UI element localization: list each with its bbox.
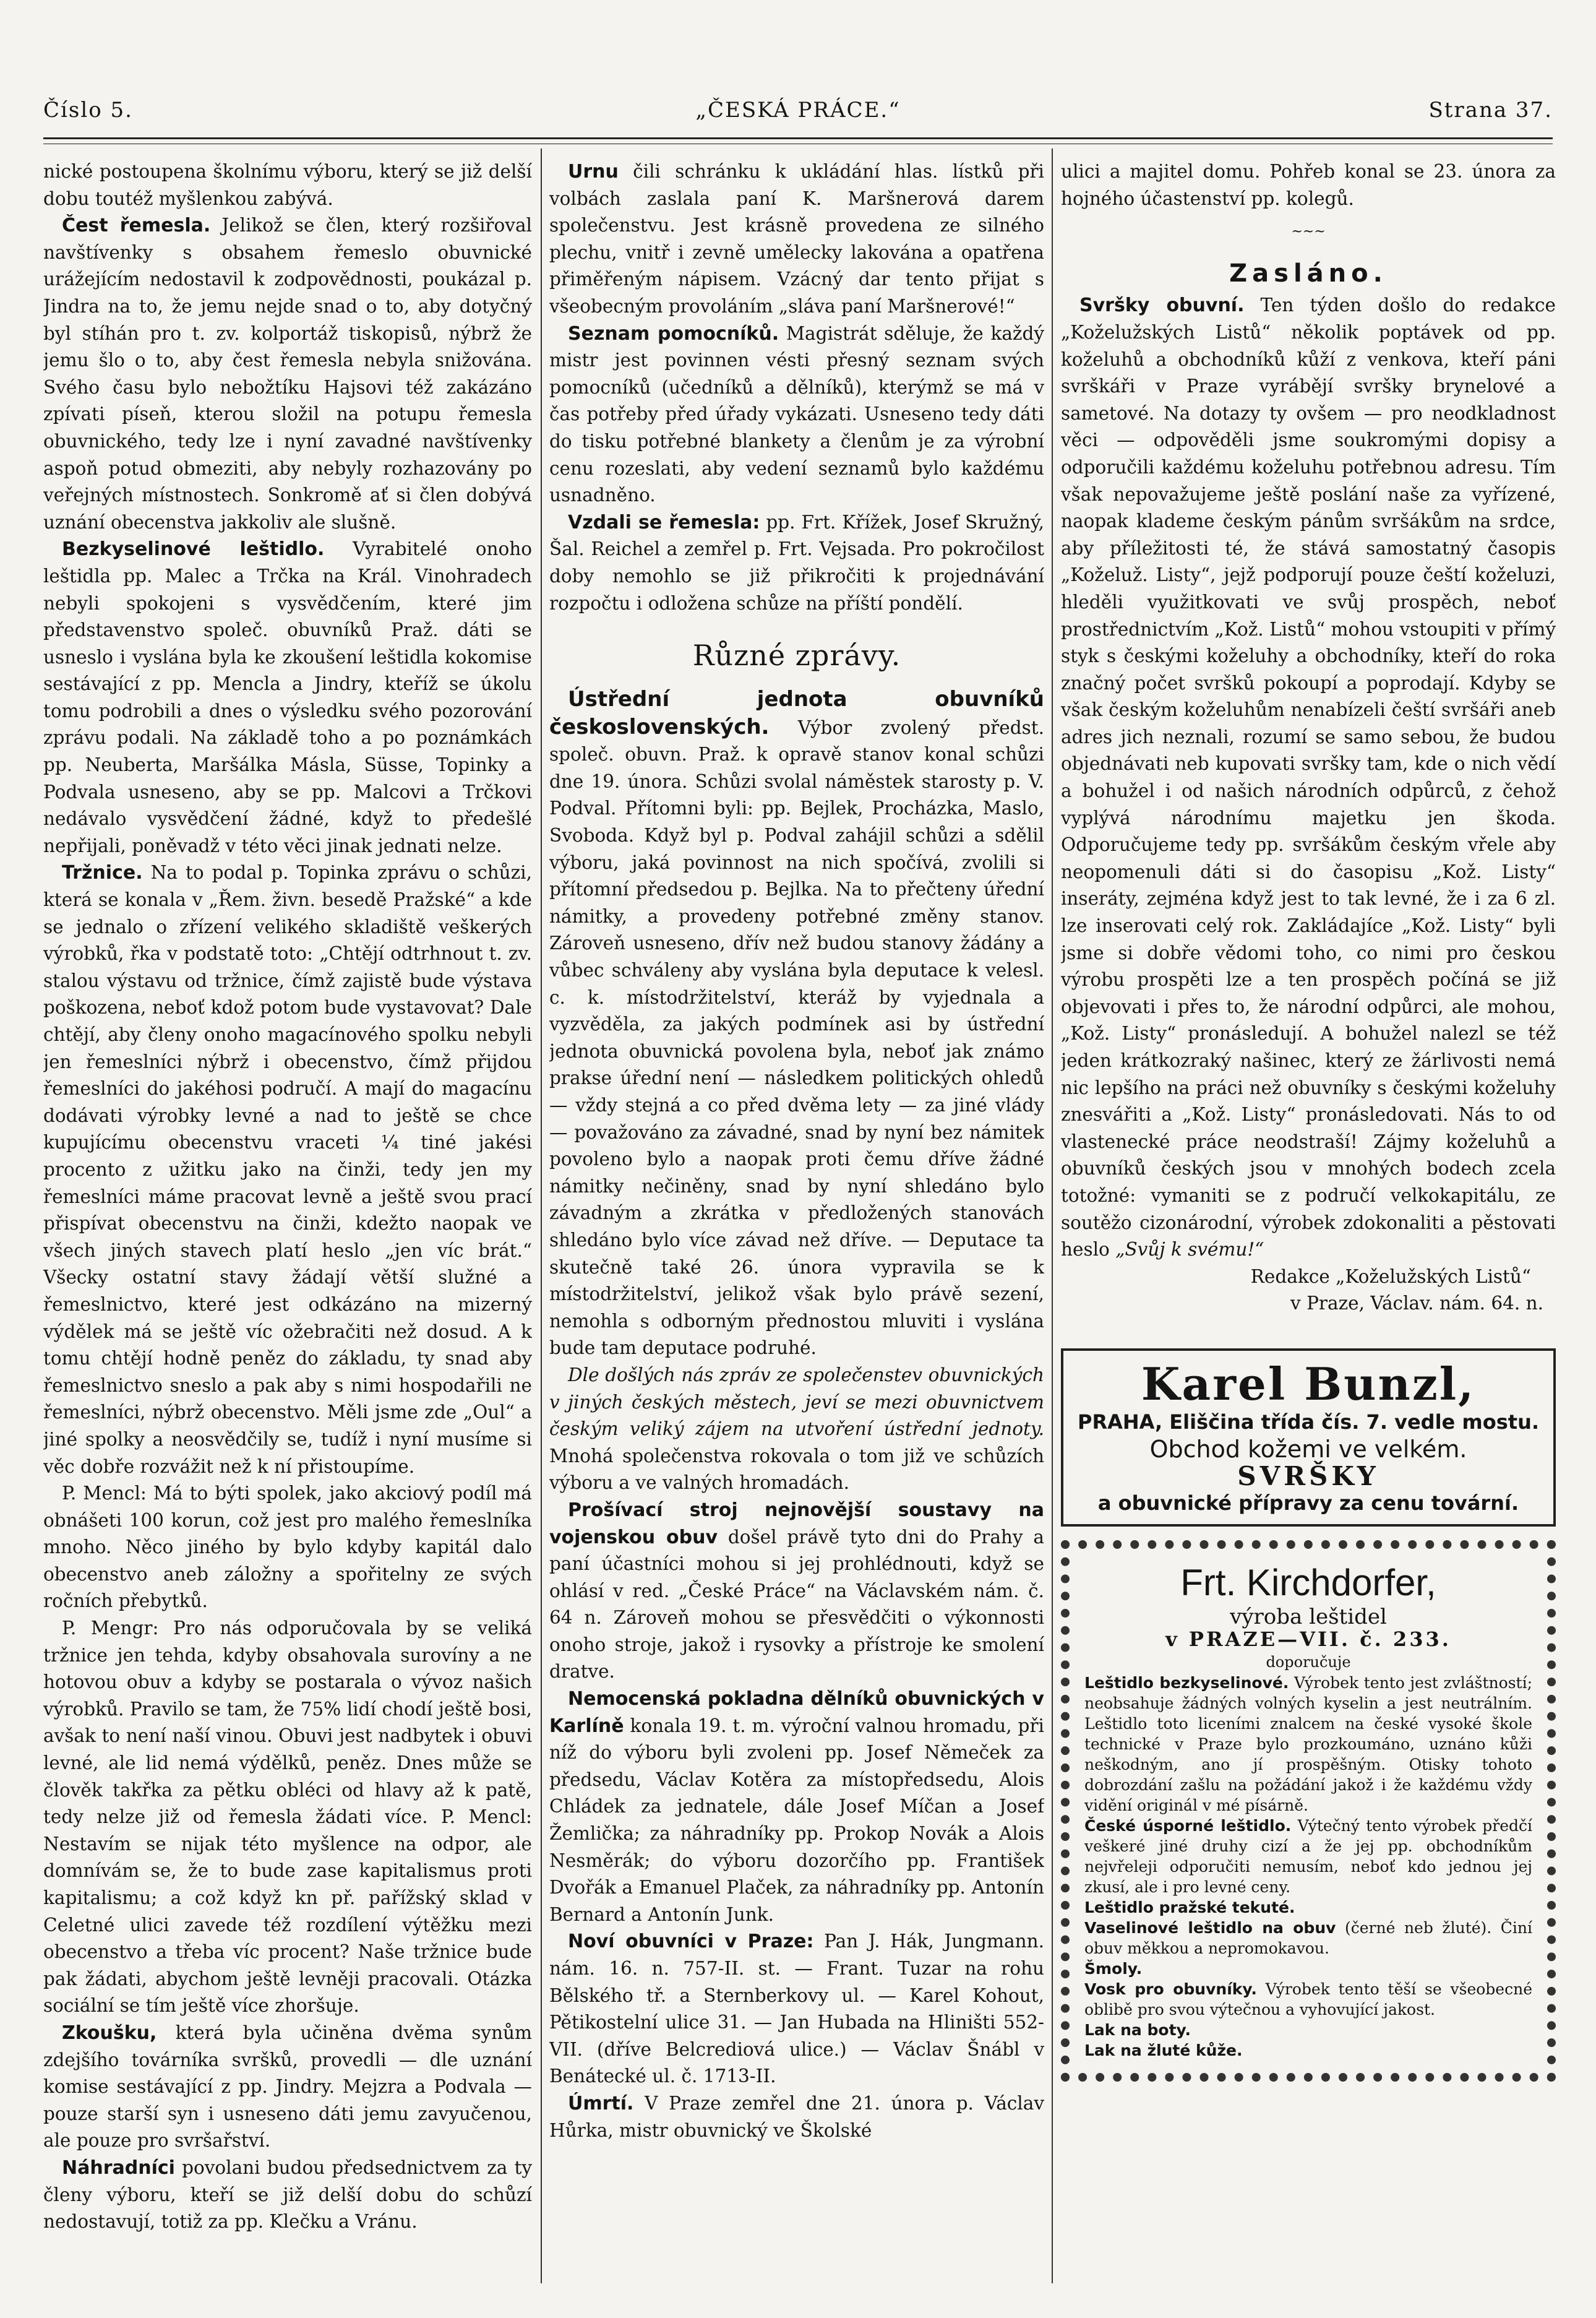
article-heading: Náhradníci — [62, 2156, 175, 2179]
advertiser-address: v PRAZE—VII. č. 233. — [1165, 1627, 1451, 1652]
article-heading: Ústřední jednota obuvníků československých. — [549, 687, 1044, 739]
ad-item — [1084, 1979, 1532, 2020]
paragraph: P. Mengr: Pro nás odporučovala by se veliká tržnice jen tehda, kdyby obsahovala surovíny a ne hotovou obuv a kdyby se postarala o vývoz našich výrobků. Pravilo se tam, že 75% lidí chodí ještě bosi, avšak to není naší vinou. Obuvi jest nadbytek i obuvi levné, ale lid nemá výdělků, peněz. Dnes může se člověk takřka za pětku obléci od hlavy až k patě, tedy nelze již od řemesla žádati více. P. Mencl: Nestavím se nijak této myšlence na odpor, ale domnívám se, že to bude zase kapitalismus proti kapitalismu; a což když kn př. pařížský sklad v Celetné ulici zavede též rozdílení výtěžku mezi obecenstvo a třeba víc procent? Naše tržnice bude pak žádati, abychom ještě levněji pracovali. Otázka sociální se tím ještě více zhoršuje. — [43, 1618, 532, 2017]
ad-item-text: (černé neb žluté). Činí obuv měkkou a nepromokavou. — [1084, 1919, 1533, 1958]
column-divider-1 — [541, 149, 542, 2283]
ad-item-text: Výtečný tento výrobek předčí veškeré jiné druhy cizí a že jej pp. obchodníkům nejvřeleji odporučiti nemusím, neboť kdo jednou jej zkusí, ale i pro levné ceny. — [1084, 1817, 1533, 1897]
ad-item-heading: Vaselinové leštidlo na obuv — [1084, 1919, 1336, 1937]
article-nahradnici — [43, 2155, 532, 2236]
article-heading: Svršky obuvní. — [1079, 295, 1245, 317]
advertiser-business: výroba leštidel — [1230, 1605, 1387, 1630]
ad-item — [1084, 2040, 1532, 2061]
article-text: Výbor zvolený předst. společ. obuvn. Praž. k opravě stanov konal schůzi dne 19. února. Schůzi svolal náměstek starosty p. V. Podval. Přítomni byli: pp. Bejlek, Procházka, Maslo, Svoboda. Když byl p. Podval zahájil schůzi a sdělil výboru, jaká povinnost na nich spočívá, zvolili si přítomní předsedou p. Bejlka. Na to přečteny úřední námitky, a provedeny potřebné změny stanov. Zároveň usneseno, dřív než budou stanovy žádány a vůbec schváleny aby vyslána byla deputace k velesl. c. k. místodržitelství, kteráž by vyjednala a vyzvěděla, za jakých podmínek asi by ústřední jednota obuvnická povolena byla, neboť jak známo prakse úřední není — následkem politických ohledů — vždy stejná a co před dvěma lety — za jiné vlády — považováno za závadné, snad by nyní bez námitek povoleno bylo a naopak proti čemu dříve žádné námitky nečiněny, snad by nyní shledáno bylo závadným a zkrátka v předložených stanovách shledáno bylo více závad než dříve. — Deputace ta skutečně také 26. února vypravila se k místodržitelství, jelikož však bylo právě sezení, nemohla s odborným přednostou mluviti i vyslána bude tam deputace podruhé. — [549, 717, 1044, 1359]
column-3 — [1061, 158, 1556, 2287]
article-text: čili schránku k ukládání hlas. lístků při volbách zaslala paní K. Maršnerová darem společenstvu. Jest krásně provedena ze silného plechu, vnitř i zevně umělecky lakována a opatřena přiměřeným nápisem. Vzácný dar tento přijat s všeobecným provoláním „sláva paní Maršnerové!“ — [549, 161, 1044, 317]
ad-item — [1084, 1673, 1532, 1816]
article-text: Na to podal p. Topinka zprávu o schůzi, která se konala v „Řem. živn. besedě Pražské“ a kde se jednalo o zřízení velikého skladiště veškerých výrobků, řka v podstatě toto: „Chtějí odtrhnout t. zv. stalou výstavu od tržnice, čímž zajistě bude výstava poškozena, neboť kdož potom bude vystavovat? Dale chtějí, aby členy onoho magacínového spolku nebyli jen řemeslníci nýbrž i obecenstvo, čímž přijdou řemeslníci do jakéhosi područí. A mají do magacínu dodávati výrobky levné a nad to ještě se chce kupujícímu obecenstvu vraceti ¼ tiné jakési procento z užitku jako na činži, tedy jen my řemeslníci máme pracovat levně a ještě svou prací přispívat obecenstvu na činži, kdežto naopak ve všech jiných stavech platí heslo „jen víc brát.“ Všecky ostatní stavy žádají větší služné a řemeslnictvo, které jest odkázáno na mizerný výdělek má se ještě víc ožebračiti než dosud. A k tomu chtějí hodně peněz do základu, ty snad aby řemeslnictvo sneslo a pak aby s nimi hospodařili ne řemeslníci, nýbrž obecenstvo. Měli jsme zde „Oul“ a jiné spolky a neosvědčily se, tudíž i nyní musíme si věc dobře rozvážit než k ní přistoupíme. — [43, 862, 532, 1477]
article-cest-remesla — [43, 212, 532, 536]
advertiser-product: SVRŠKY — [1237, 1461, 1379, 1492]
section-separator: ~~~ — [1291, 224, 1326, 240]
ad-item — [1084, 1958, 1532, 1979]
article-heading: Prošívací stroj nejnovější soustavy na vojenskou obuv — [549, 1499, 1044, 1548]
ad-item-heading: České úsporné leštidlo. — [1084, 1817, 1292, 1835]
article-text: Magistrát sděluje, že každý mistr jest povinnen vésti přesný seznam svých pomocníků (učedníků a dělníků), kterýmž se má v čas potřeby před úřady vykázati. Usneseno tedy dáti do tisku potřebné blankety a členům je za výrobní cenu rozeslati, aby vedení seznamů bylo každému usnadněno. — [549, 322, 1044, 506]
article-text: došel právě tyto dni do Prahy a paní účastníci mohou si jej prohlédnouti, když se ohlásí v red. „České Práce“ na Václavském nám. č. 64 n. Zároveň mohou se přesvědčiti o výkonnosti onoho stroje, jakož i rysovky a přístroje ke smolení dratve. — [549, 1526, 1044, 1682]
article-heading: Zkoušku, — [62, 2022, 157, 2044]
section-title-zaslano: Zasláno. — [1229, 259, 1388, 288]
article-heading: Urnu — [568, 161, 619, 183]
article-text: Jelikož se člen, který rozšiřoval navštívenky s obsahem řemeslo obuvnické urážejícím nedostavil k zodpovědnosti, poukázal p. Jindra na to, že jemu nejde snad o to, aby dotyčný byl stíhán pro t. zv. kolportáž tiskopisů, nýbrž že jemu šlo o to, aby čest řemesla nebyla snižována. Svého času bylo nebožtíku Hajsovi též zakázáno zpívati píseň, kterou složil na potupu řemesla obuvnického, tedy lze i nyní zavadné navštívenky aspoň potud obmeziti, aby nebyly rozhazovány po veřejných místnostech. Sonkromě ať si člen dobývá uznání obecenstva jakkoliv ale slušně. — [43, 215, 532, 533]
article-heading: Bezkyselinové leštidlo. — [62, 538, 325, 561]
article-vzdali — [549, 509, 1044, 617]
article-heading: Nemocenská pokladna dělníků obuvnických v Karlíně — [549, 1688, 1044, 1737]
ad-item — [1084, 1816, 1532, 1897]
issue-number: Číslo 5. — [43, 98, 133, 123]
advertiser-offer: a obuvnické přípravy za cenu tovární. — [1097, 1491, 1519, 1515]
article-ustredni-jednota — [549, 686, 1044, 1362]
advertiser-address: PRAHA, Eliščina třída čís. 7. vedle mostu. — [1077, 1410, 1539, 1434]
column-2 — [549, 158, 1044, 2287]
ad-item-text: Výrobek tento těší se všeobecné oblibě pro svou výtečnou a vyhovující jakost. — [1084, 1980, 1532, 2019]
paragraph: P. Mencl: Má to býti spolek, jako akciový podíl má obnášeti 100 korun, což jest pro malého řemeslníka mnoho. Něco jiného by bylo kdyby kapitál dalo obecenstvo aneb záložny a spořitelny ze svých ročních přebytků. — [43, 1483, 532, 1612]
ad-item-text: Výrobek tento jest zvláštností; neobsahuje žádných volných kyselin a jest neutrálním. Leštidlo toto liceními znalcem na české vysoké škole technické v Praze bylo prozkoumáno, uznáno kůži neškodným, ano jí prospěšným. Otisky tohoto dobrozdání zašlu na požádání jakož i že každému vždy vidění originál v mé písárně. — [1084, 1674, 1532, 1815]
article-text: povolani budou předsednictvem za ty členy výboru, kteří se již delší dobu do schůzí nedostavují, totiž za pp. Klečku a Vránu. — [43, 2156, 532, 2233]
page-header — [43, 98, 1553, 135]
motto: „Svůj k svému!“ — [1115, 1239, 1264, 1260]
ad-item — [1084, 1918, 1532, 1958]
journal-title: „ČESKÁ PRÁCE.“ — [695, 98, 901, 123]
ad-item-heading: Lak na žluté kůže. — [1084, 2041, 1243, 2060]
article-text: Mnohá společenstva rokovala o tom již ve schůzích výboru a ve valných hromadách. — [549, 1445, 1044, 1494]
signature-address: v Praze, Václav. nám. 64. n. — [1290, 1293, 1543, 1314]
ad-item-heading: Šmoly. — [1084, 1960, 1143, 1978]
article-heading: Úmrtí. — [568, 2092, 634, 2114]
article-zkousku — [43, 2020, 532, 2155]
column-divider-2 — [1052, 149, 1053, 2283]
article-heading: Noví obuvníci v Praze: — [568, 1931, 814, 1953]
header-rule — [43, 137, 1553, 139]
article-heading: Tržnice. — [62, 862, 143, 884]
ad-item-heading: Lak na boty. — [1084, 2021, 1191, 2040]
signature: Redakce „Koželužských Listů“ — [1250, 1265, 1531, 1287]
ad-item — [1084, 2020, 1532, 2040]
ad-item-heading: Vosk pro obuvníky. — [1084, 1980, 1257, 1999]
ad-item-heading: Leštidlo bezkyselinové. — [1084, 1674, 1289, 1692]
article-prosivaci-stroj — [549, 1497, 1044, 1686]
article-text: konala 19. t. m. výroční valnou hromadu, při níž do výboru byli zvoleni pp. Josef Němeček za předsedu, Václav Kotěra za místopředsedu, Alois Chládek za jednatele, dále Josef Míčan a Josef Žemlička; za náhradníky pp. Prokop Novák a Alois Nesměrák; do výboru dozorčího pp. František Dvořák a Emanuel Plaček, za náhradníky pp. Antonín Bernard a Antonín Junk. — [549, 1715, 1044, 1925]
ad-item-heading: Leštidlo pražské tekuté. — [1084, 1898, 1295, 1917]
advertiser-business: Obchod kožemi ve velkém. — [1149, 1435, 1467, 1463]
article-text: Vyrabitelé onoho leštidla pp. Malec a Trčka na Král. Vinohradech nebyli spokojeni s vysvědčením, které jim představenstvo společ. obuvníků Praž. dáti se usneslo i vyslána byla ke zkoušení leštidla kokomise sestávající z pp. Mencla a Jindry, kteříž se úkolu tomu podrobili a dnes o výsledku svého pozorování zprávu podali. Na základě toho a po poznámkách pp. Neuberta, Maršálka Másla, Süsse, Topinky a Podvala usneseno, aby se pp. Malcovi a Trčkovi nedávalo vysvědčení žádné, když to předešlé nepřijali, poněvadž v této věci jinak jednati nelze. — [43, 538, 532, 856]
article-text: Ten týden došlo do redakce „Koželužských Listů“ několik poptávek od pp. koželuhů a obchodníků kůží z venkova, kteří páni svrškáři v Praze vyrábějí svršky brynelové a sametové. Na dotazy ty ovšem — pro neodkladnost věci — odpověděli jsme soukromými dopisy a odporučili každému koželuhu potřebnou adresu. Tím však nepovažujeme ještě poslání naše za vyřízené, naopak klademe českým pánům svršákům na srdce, aby příležitosti té, že stává samostatný časopis „Koželuž. Listy“, jejž podporují pouze čeští koželuzi, hleděli využitkovati ve svůj prospěch, neboť prostřednictvím „Kož. Listů“ mohou vstoupiti v přímý styk s českými koželuhy a obchodníky, kteří do roka značný počet svršků pokoupí a poprodají. Kdyby se však českým koželuhům nenabízeli čeští svršáři aneb adres jich neznali, rozumí se samo sebou, že budou objednávati neb kupovati svršky tam, kde o nich vědí a bohužel i od našich národních odpůrců, z čehož vyplývá národnímu majetku jen škoda. Odporučujeme tedy pp. svršákům českým vřele aby neopomenuli dáti si do časopisu „Kož. Listy“ inseráty, zejména když jest to tak levné, že i za 6 zl. lze inserovati celý rok. Zakládajíce „Kož. Listy“ byli jsme si dobře vědomi toho, co nimi pro českou výrobu prospěti lze a ten prospěch počíná se již objevovati i přes to, že národní odpůrci, ale mohou, „Kož. Listy“ pronásledují. A bohužel nalezl se též jeden krátkozraký našinec, který ze žárlivosti nemá nic lepšího na práci než obuvníky s českými koželuhy znesvářiti a „Kož. Listy“ pronásledovati. Nás to od vlastenecké práce neodstraší! Zájmy koželuhů a obuvníků českých jsou v mnohých bodech zcela totožné: vymaniti se z područí velkokapitálu, ze soutěžo cizonárodní, výrobek zdokonaliti a pěstovati heslo — [1061, 295, 1556, 1260]
ad-item — [1084, 1897, 1532, 1918]
article-dle-doslych — [549, 1362, 1044, 1497]
article-trznice — [43, 860, 532, 1480]
article-heading: Čest řemesla. — [62, 215, 211, 237]
column-1 — [43, 158, 532, 2287]
article-urnu — [549, 158, 1044, 321]
advertiser-recommends: doporučuje — [1266, 1653, 1351, 1671]
article-text: Pan J. Hák, Jungmann. nám. 16. n. 757-II. st. — Frant. Tuzar na rohu Bělského tř. a Sternberkovy ul. — Karel Kohout, Pětikostelní ulice 31. — Jan Hubada na Hliništi 552-VII. (dříve Belcrediová ulice.) — Václav Šnábl v Benátecké ul. č. 1713-II. — [549, 1931, 1044, 2087]
advertisement-karel-bunzl — [1061, 1348, 1556, 1527]
paragraph: ulici a majitel domu. Pohřeb konal se 23. února za hojného účastenství pp. kolegů. — [1061, 161, 1556, 209]
article-text: která byla učiněna dvěma synům zdejšího továrníka svršků, provedli — dle uznání komise sestávající z pp. Jindry. Mejzra a Podvala — pouze starší syn i usneseno dáti jemu zavyučenou, ale pouze pro svršařství. — [43, 2022, 532, 2152]
article-heading: Vzdali se řemesla: — [568, 511, 760, 533]
article-text: pp. Frt. Křížek, Josef Skružný, Šal. Reichel a zemřel p. Frt. Vejsada. Pro pokročilost doby nemohlo se již přikročiti k projednávání rozpočtu i odložena schůze na příští pondělí. — [549, 511, 1044, 614]
page-number: Strana 37. — [1428, 98, 1553, 123]
advertiser-name: Frt. Kirchdorfer, — [1180, 1562, 1436, 1604]
article-seznam — [549, 321, 1044, 509]
advertisement-kirchdorfer — [1061, 1540, 1556, 2082]
article-heading: Seznam pomocníků. — [568, 322, 779, 345]
article-svrsky — [1061, 292, 1556, 1263]
paragraph: nické postoupena školnímu výboru, který se již delší dobu toutéž myšlenkou zabývá. — [43, 161, 532, 209]
advertiser-name: Karel Bunzl, — [1141, 1357, 1476, 1410]
article-nemocenska — [549, 1686, 1044, 1928]
article-text-italic: Dle došlých nás zpráv ze společenstev obuvnických v jiných českých městech, jeví se mezi obuvnictvem českým veliký zájem na utvoření ústřední jednoty. — [549, 1364, 1044, 1440]
section-title-ruzne-zpravy: Různé zprávy. — [692, 639, 901, 673]
article-novi-obuvnici — [549, 1928, 1044, 2090]
article-umrti — [549, 2090, 1044, 2144]
article-leštidlo — [43, 536, 532, 860]
article-text: V Praze zemřel dne 21. února p. Václav Hůrka, mistr obuvnický ve Školské — [549, 2092, 1044, 2141]
